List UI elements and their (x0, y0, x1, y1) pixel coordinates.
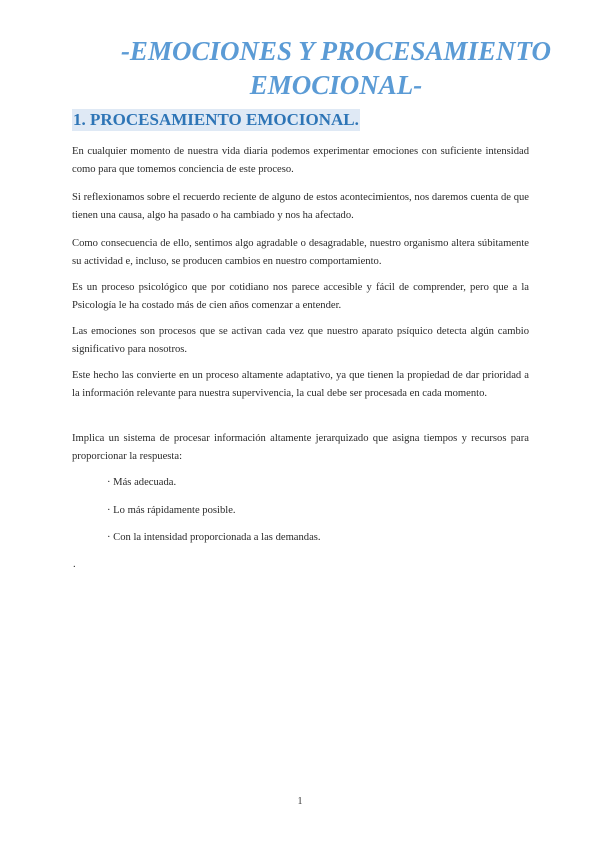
paragraph-4: Es un proceso psicológico que por cotidiano nos parece accesible y fácil de comprender, pero que a la Psicología le ha costado más de cien años comenzar a entender. (72, 282, 529, 311)
list-item: · Lo más rápidamente posible. (107, 505, 236, 516)
list-item: · Con la intensidad proporcionada a las demandas. (107, 532, 321, 543)
stray-period: . (73, 559, 76, 570)
document-title: -EMOCIONES Y PROCESAMIENTO EMOCIONAL- (120, 36, 552, 100)
paragraph-7: Implica un sistema de procesar información altamente jerarquizado que asigna tiempos y recursos para proporcionar la respuesta: (72, 433, 529, 462)
paragraph-1: En cualquier momento de nuestra vida diaria podemos experimentar emociones con suficiente intensidad como para que tomemos conciencia de este proceso. (72, 146, 529, 175)
page-number: 1 (297, 796, 303, 807)
paragraph-6: Este hecho las convierte en un proceso altamente adaptativo, ya que tienen la propiedad de dar prioridad a la información relevante para nuestra supervivencia, la cual debe ser procesada en cada momento. (72, 370, 529, 399)
paragraph-5: Las emociones son procesos que se activan cada vez que nuestro aparato psíquico detecta algún cambio significativo para nosotros. (72, 326, 529, 355)
paragraph-2: Si reflexionamos sobre el recuerdo reciente de alguno de estos acontecimientos, nos daremos cuenta de que tienen una causa, algo ha pasado o ha cambiado y nos ha afectado. (72, 192, 529, 221)
list-item: · Más adecuada. (107, 477, 177, 488)
section-heading: 1. PROCESAMIENTO EMOCIONAL. (73, 110, 359, 129)
paragraph-3: Como consecuencia de ello, sentimos algo agradable o desagradable, nuestro organismo altera súbitamente su actividad e, incluso, se producen cambios en nuestro comportamiento. (72, 238, 529, 267)
